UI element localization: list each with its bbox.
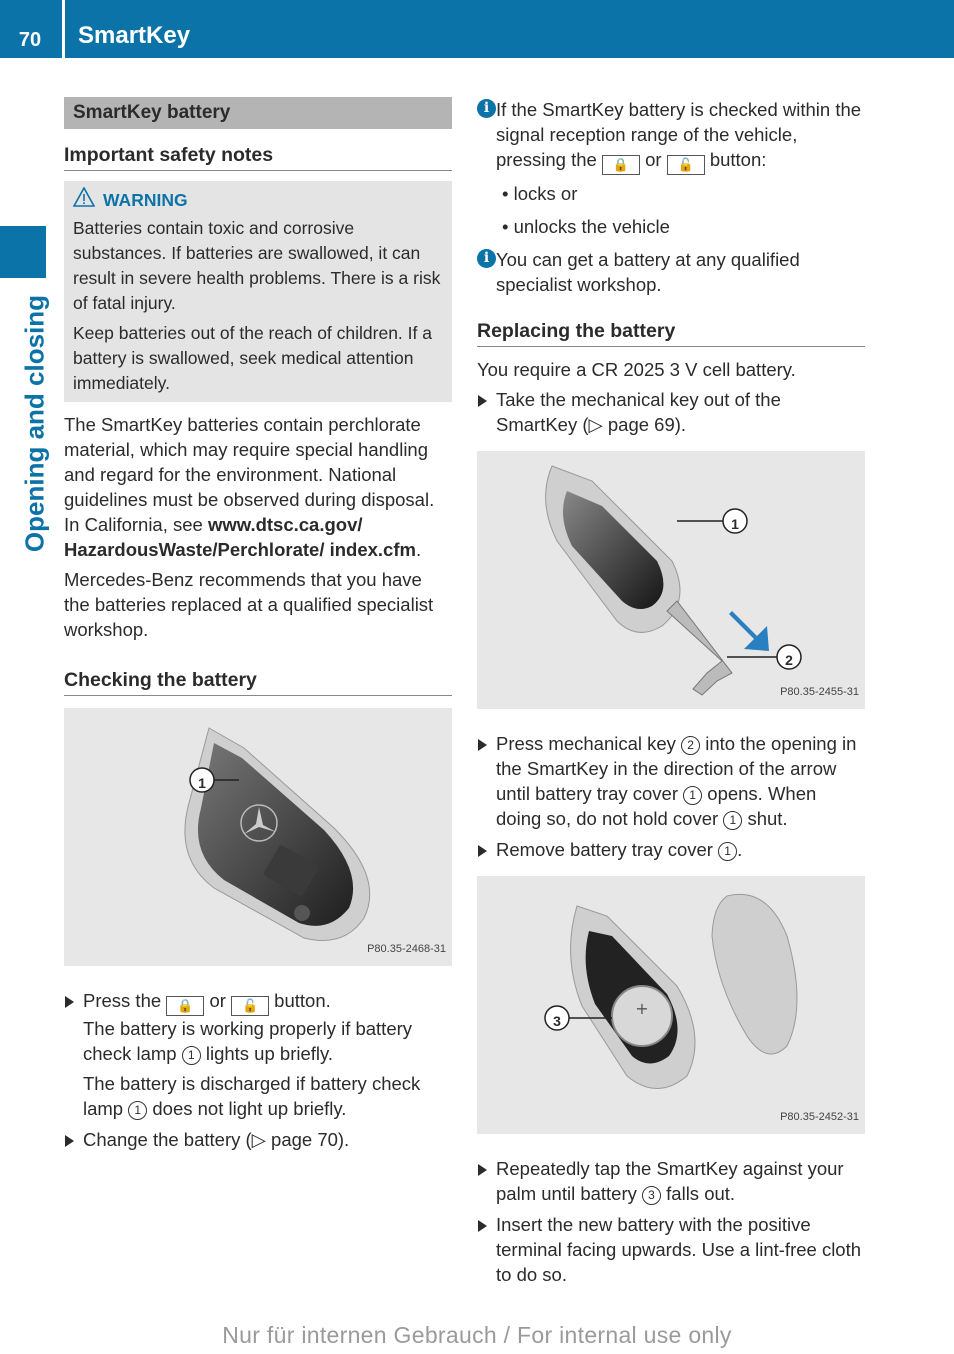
step-remove-cover [477,837,865,862]
info-text: If the SmartKey battery is checked within the signal reception range of the vehicle, pressing the [496,99,862,170]
step-text: Press the [83,990,162,1011]
checking-heading: Checking the battery [64,668,452,696]
step-text: button. [274,990,331,1011]
perchlorate-link[interactable]: www.dtsc.ca.gov/ HazardousWaste/Perchlorate/ index.cfm [64,514,416,560]
callout-3-label: 3 [553,1013,561,1029]
callout-2-icon: 2 [681,736,700,755]
step-note-text: The battery is discharged if battery check lamp [83,1073,421,1119]
chapter-label: Opening and closing [19,294,50,553]
unlock-icon: 🔓 [231,996,269,1016]
callout-1-label: 1 [198,775,206,791]
section-title: SmartKey battery [64,97,452,129]
step-insert-battery: Insert the new battery with the positive terminal facing upwards. Use a lint-free cloth to do so. [477,1212,865,1287]
side-tab-marker [0,226,46,278]
callout-1-icon: 1 [718,842,737,861]
info-note-workshop [477,247,865,297]
step-note-text: The battery is working properly if battery check lamp [83,1018,413,1064]
warning-header [73,187,444,214]
info-note-check [477,97,865,175]
figure-code: P80.35-2455-31 [780,686,859,698]
header-bar [0,0,954,58]
lock-icon: 🔒 [166,996,204,1016]
step-take-key: Take the mechanical key out of the SmartKey (▷ page 69). [477,387,865,437]
bullet-unlocks: • unlocks the vehicle [502,216,670,237]
warning-text-1: Batteries contain toxic and corrosive substances. If batteries are swallowed, it can result in severe health problems. There is a risk of fatal injury. [73,218,441,313]
step-text: Repeatedly tap the SmartKey against your palm until battery [496,1158,844,1204]
warning-box [64,181,452,402]
header-divider [62,0,65,58]
recommendation-paragraph: Mercedes-Benz recommends that you have the batteries replaced at a qualified specialist workshop. [64,569,434,640]
perchlorate-text: The SmartKey batteries contain perchlorate material, which may require special handling and regard for the environment. National guidelines must be observed during disposal. In California, see [64,414,435,535]
step-text: shut. [747,808,788,829]
callout-1-label: 1 [731,516,739,532]
perchlorate-end: . [415,539,422,560]
info-text: You can get a battery at any qualified specialist workshop. [496,249,800,295]
footer-watermark: Nur für internen Gebrauch / For internal use only [222,1322,732,1348]
page-title: SmartKey [78,22,191,49]
svg-text:+: + [635,999,649,1018]
step-note [83,1071,452,1121]
replacing-heading: Replacing the battery [477,319,865,347]
figure-code: P80.35-2452-31 [780,1111,859,1123]
step-press-button [64,988,452,1121]
step-note [83,1016,452,1066]
battery-requirement: You require a CR 2025 3 V cell battery. [477,359,796,380]
warning-label: WARNING [103,190,188,210]
callout-1-icon: 1 [182,1046,201,1065]
callout-1-icon: 1 [723,811,742,830]
step-note-text: does not light up briefly. [152,1098,347,1119]
info-icon: i [477,249,496,268]
step-text: into the opening in the SmartKey in the direction of the arrow until battery tray cover [496,733,857,804]
info-icon: i [477,99,496,118]
smartkey-figure-open [477,451,865,709]
bullet-locks: • locks or [502,183,578,204]
warning-triangle-icon [73,187,95,214]
right-column [477,97,865,1293]
info-text: or [645,149,662,170]
lock-icon: 🔒 [602,155,640,175]
perchlorate-paragraph [64,412,452,562]
page-number: 70 [18,29,42,51]
step-text: falls out. [666,1183,736,1204]
step-text: . [737,839,743,860]
smartkey-figure-check [64,708,452,966]
step-note-text: lights up briefly. [205,1043,334,1064]
callout-1-icon: 1 [683,786,702,805]
safety-heading: Important safety notes [64,143,452,171]
step-change-battery: Change the battery (▷ page 70). [64,1127,452,1152]
step-text: Remove battery tray cover [496,839,713,860]
warning-text-2: Keep batteries out of the reach of children. If a battery is swallowed, seek medical attention immediately. [73,323,432,393]
left-column [64,97,452,1158]
callout-3-icon: 3 [642,1186,661,1205]
step-press-key [477,731,865,831]
unlock-icon: 🔓 [667,155,705,175]
step-text: Press mechanical key [496,733,676,754]
smartkey-figure-battery [477,876,865,1134]
info-text: button: [709,149,767,170]
step-text: opens. When doing so, do not hold cover [496,783,817,829]
figure-code: P80.35-2468-31 [367,943,446,955]
step-text: or [209,990,226,1011]
callout-2-label: 2 [785,652,793,668]
callout-1-icon: 1 [128,1101,147,1120]
step-tap-key [477,1156,865,1206]
